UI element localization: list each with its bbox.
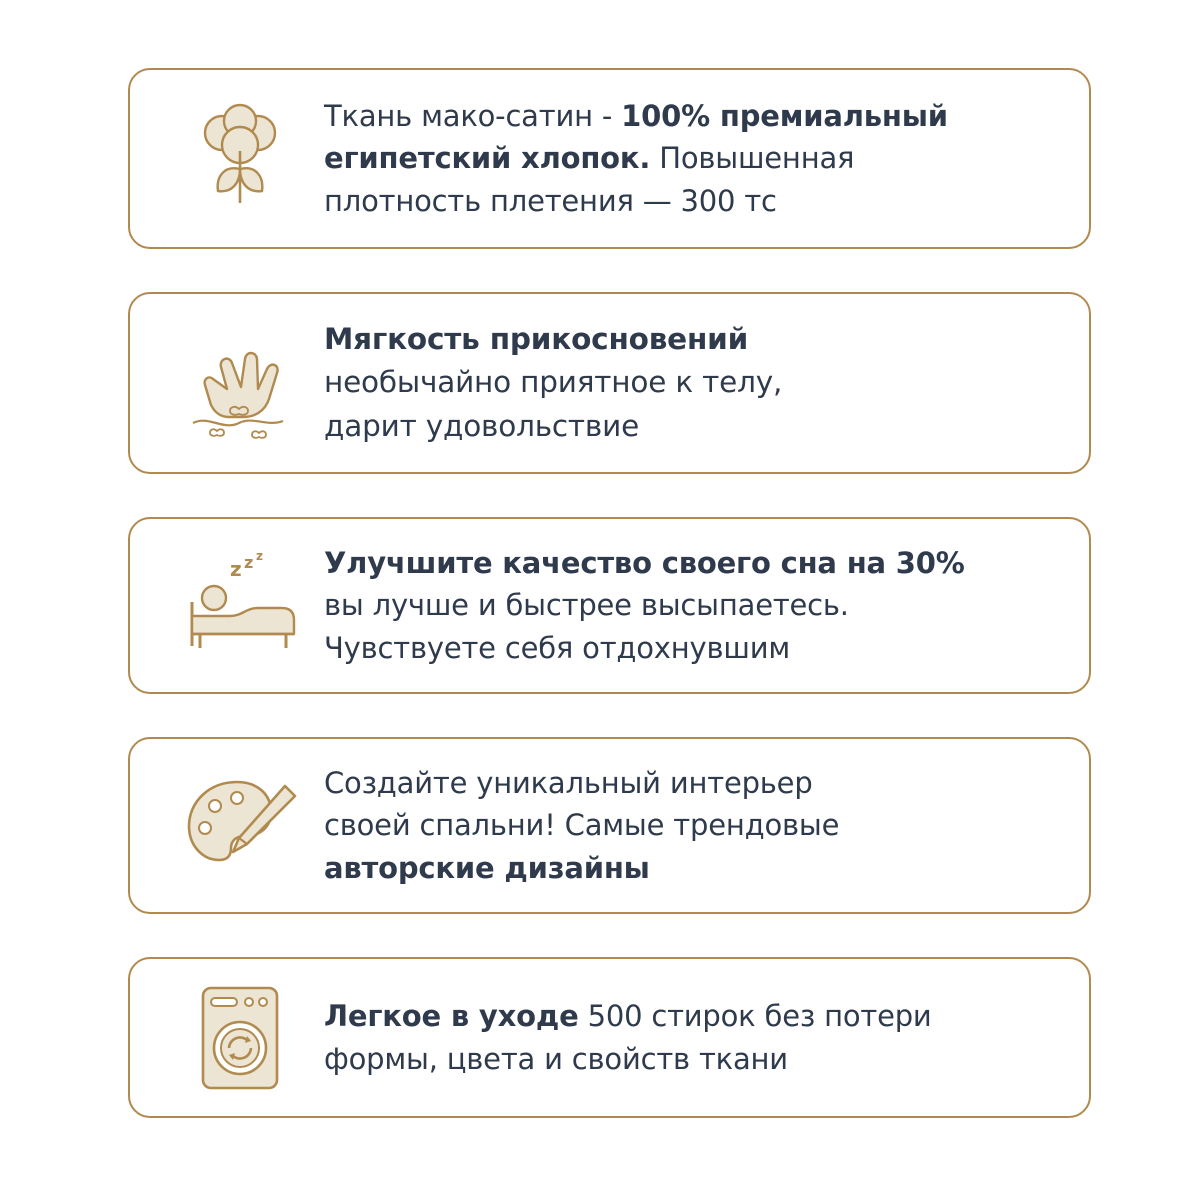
svg-text:z: z [244,552,254,572]
benefit-text-plain: необычайно приятное к телу, [324,365,783,400]
benefit-text-plain: Ткань мако-сатин - [324,99,622,134]
hand-softness-icon [156,323,324,443]
benefit-card-care [128,957,1091,1118]
benefit-line [324,804,1053,846]
benefit-text-design [324,762,1063,889]
washing-machine-icon [156,978,324,1098]
palette-brush-icon [156,766,324,886]
benefit-card-sleep [128,517,1091,694]
benefit-line [324,95,1053,137]
benefit-text-emphasis: Мягкость прикосновений [324,322,749,357]
benefit-text-emphasis: Улучшите качество своего сна на 30% [324,546,965,580]
benefit-line [324,137,1053,179]
benefit-card-softness [128,292,1091,474]
benefit-text-emphasis: Легкое в уходе [324,999,579,1034]
benefit-line [324,762,1053,804]
benefit-text-plain: формы, цвета и свойств ткани [324,1041,788,1076]
benefit-line [324,627,1053,669]
benefit-text-emphasis: авторские дизайны [324,850,650,885]
benefit-line [324,995,1053,1037]
benefit-line [324,584,1053,626]
benefit-line [324,1038,1053,1080]
benefit-line [324,405,1053,448]
benefit-text-softness [324,318,1063,447]
cotton-flower-icon [156,99,324,219]
svg-text:z: z [230,556,242,581]
svg-text:z: z [256,548,263,563]
benefit-line [324,542,1053,584]
sleeping-bed-icon [156,546,324,666]
benefit-text-plain: вы лучше и быстрее высыпаетесь. [324,588,849,623]
benefit-line [324,361,1053,404]
benefit-line [324,180,1053,222]
benefit-text-plain: Создайте уникальный интерьер [324,766,813,800]
benefit-text-emphasis: египетский хлопок. [324,141,651,176]
benefit-card-fabric [128,68,1091,249]
benefit-text-plain: дарит удовольствие [324,408,640,443]
benefit-line [324,847,1053,889]
benefit-text-emphasis: 100% премиальный [621,99,948,134]
benefit-text-plain: Повышенная [650,141,855,176]
benefit-text-plain: своей спальни! Самые трендовые [324,808,840,843]
benefit-text-sleep [324,542,1063,669]
benefit-text-plain: 500 стирок без потери [578,999,932,1034]
benefit-line [324,318,1053,361]
benefit-text-plain: плотность плетения — 300 тс [324,183,777,218]
benefit-text-fabric [324,95,1063,221]
benefit-card-design [128,737,1091,914]
benefit-text-care [324,995,1063,1080]
benefit-text-plain: Чувствуете себя отдохнувшим [324,630,791,665]
